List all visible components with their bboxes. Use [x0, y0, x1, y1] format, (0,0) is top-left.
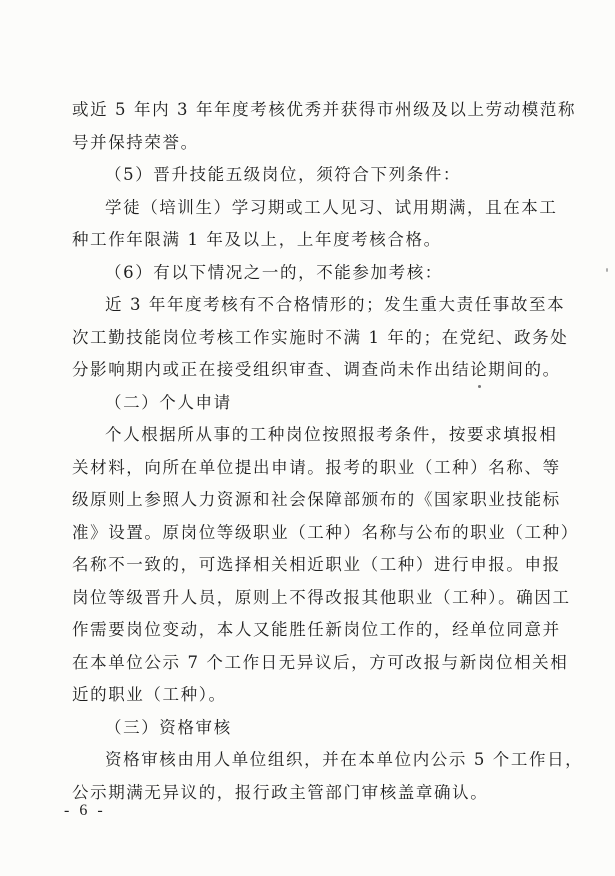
body-text-line: 公示期满无异议的，报行政主管部门审核盖章确认。 — [72, 783, 489, 802]
body-text-line: 作需要岗位变动，本人又能胜任新岗位工作的，经单位同意并 — [72, 620, 561, 639]
body-text-line: 级原则上参照人力资源和社会保障部颁布的《国家职业技能标 — [72, 490, 561, 509]
body-text-line: 种工作年限满 1 年及以上，上年度考核合格。 — [72, 230, 442, 249]
body-text-line: 分影响期内或正在接受组织审查、调查尚未作出结论期间的。 — [72, 360, 561, 379]
body-text-line: 岗位等级晋升人员，原则上不得改报其他职业（工种）。确因工 — [72, 588, 571, 607]
section-item-heading: （6）有以下情况之一的，不能参加考核： — [105, 263, 443, 282]
section-item-heading: （5）晋升技能五级岗位，须符合下列条件： — [105, 165, 461, 184]
body-text-line: 准》设置。原岗位等级职业（工种）名称与公布的职业（工种） — [72, 523, 579, 542]
body-text-line: 次工勤技能岗位考核工作实施时不满 1 年的；在党纪、政务处 — [72, 328, 569, 347]
body-text-line: 关材料，向所在单位提出申请。报考的职业（工种）名称、等 — [72, 458, 561, 477]
section-heading: （二）个人申请 — [105, 393, 232, 412]
body-text-line: 近 3 年年度考核有不合格情形的；发生重大责任事故至本 — [105, 295, 566, 314]
body-text-line: 或近 5 年内 3 年年度考核优秀并获得市州级及以上劳动模范称 — [72, 100, 577, 119]
body-text-line: 个人根据所从事的工种岗位按照报考条件，按要求填报相 — [105, 425, 558, 444]
page-number: - 6 - — [64, 802, 106, 819]
body-text-line: 近的职业（工种）。 — [72, 685, 227, 704]
body-text-line: 号并保持荣誉。 — [72, 133, 199, 152]
section-heading: （三）资格审核 — [105, 718, 232, 737]
scan-speck — [606, 268, 608, 272]
body-text-line: 学徒（培训生）学习期或工人见习、试用期满，且在本工 — [105, 198, 558, 217]
body-text-line: 名称不一致的，可选择相关相近职业（工种）进行申报。申报 — [72, 555, 561, 574]
body-text-line: 资格审核由用人单位组织，并在本单位内公示 5 个工作日， — [105, 750, 584, 769]
body-text-line: 在本单位公示 7 个工作日无异议后，方可改报与新岗位相关相 — [72, 653, 569, 672]
scan-speck — [478, 385, 481, 388]
